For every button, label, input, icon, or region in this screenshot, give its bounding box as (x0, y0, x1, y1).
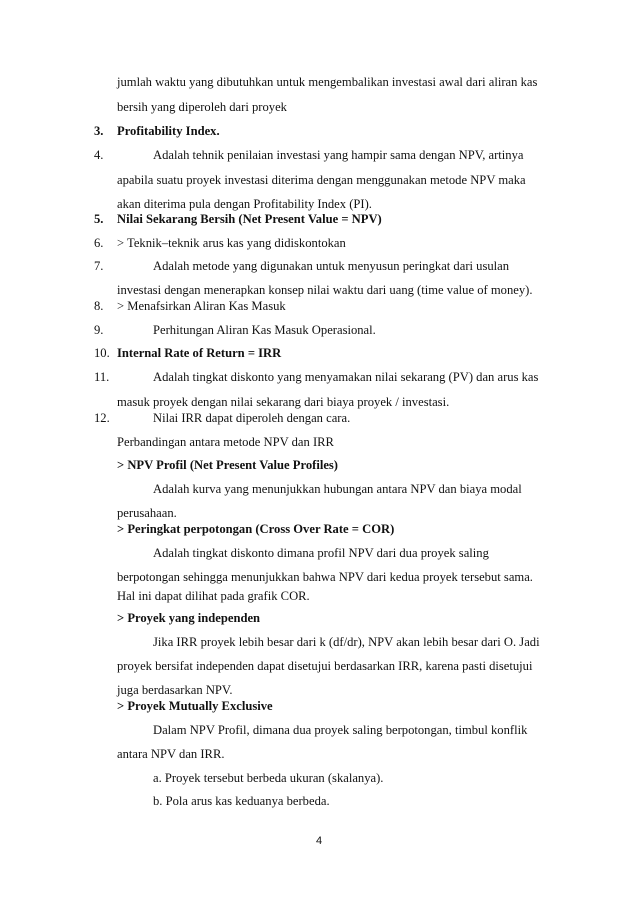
list-number: 7. (94, 259, 104, 273)
body-line: antara NPV dan IRR. (117, 747, 225, 761)
subsection-heading: > Proyek yang independen (117, 611, 261, 625)
body-line: berpotongan sehingga menunjukkan bahwa NPV dari kedua proyek tersebut sama. (117, 570, 533, 584)
body-line: Adalah tehnik penilaian investasi yang hampir sama dengan NPV, artinya (153, 148, 524, 162)
body-line: Perhitungan Aliran Kas Masuk Operasional. (153, 323, 376, 337)
page-number: 4 (315, 835, 323, 847)
body-line: proyek bersifat independen dapat disetujui berdasarkan IRR, karena pasti disetujui (117, 659, 533, 673)
subsection-heading: > Peringkat perpotongan (Cross Over Rate = COR) (117, 522, 395, 536)
list-number: 8. (94, 299, 104, 313)
list-item: a. Proyek tersebut berbeda ukuran (skalanya). (153, 771, 384, 785)
body-line: investasi dengan menerapkan konsep nilai waktu dari uang (time value of money). (117, 283, 533, 297)
list-number: 9. (94, 323, 104, 337)
list-number: 11. (94, 370, 110, 384)
body-line: Adalah tingkat diskonto dimana profil NPV dari dua proyek saling (153, 546, 489, 560)
body-line: bersih yang diperoleh dari proyek (117, 100, 287, 114)
section-heading: Internal Rate of Return = IRR (117, 346, 282, 360)
body-line: > Menafsirkan Aliran Kas Masuk (117, 299, 286, 313)
list-number: 4. (94, 148, 104, 162)
list-number: 3. (94, 124, 104, 138)
list-number: 12. (94, 411, 110, 425)
body-line: Dalam NPV Profil, dimana dua proyek saling berpotongan, timbul konflik (153, 723, 528, 737)
body-line: Hal ini dapat dilihat pada grafik COR. (117, 589, 310, 603)
subsection-heading: > Proyek Mutually Exclusive (117, 699, 273, 713)
body-line: Jika IRR proyek lebih besar dari k (df/dr), NPV akan lebih besar dari O. Jadi (153, 635, 540, 649)
body-line: masuk proyek dengan nilai sekarang dari biaya proyek / investasi. (117, 395, 450, 409)
body-line: juga berdasarkan NPV. (117, 683, 233, 697)
section-heading: Nilai Sekarang Bersih (Net Present Value = NPV) (117, 212, 382, 226)
subsection-heading: > NPV Profil (Net Present Value Profiles) (117, 458, 338, 472)
section-heading: Profitability Index. (117, 124, 220, 138)
body-line: Nilai IRR dapat diperoleh dengan cara. (153, 411, 351, 425)
list-number: 6. (94, 236, 104, 250)
body-line: Adalah metode yang digunakan untuk menyusun peringkat dari usulan (153, 259, 510, 273)
body-line: Adalah tingkat diskonto yang menyamakan nilai sekarang (PV) dan arus kas (153, 370, 539, 384)
body-line: apabila suatu proyek investasi diterima dengan menggunakan metode NPV maka (117, 173, 526, 187)
list-number: 10. (94, 346, 110, 360)
body-line: perusahaan. (117, 506, 177, 520)
list-number: 5. (94, 212, 104, 226)
list-item: b. Pola arus kas keduanya berbeda. (153, 794, 330, 808)
body-line: akan diterima pula dengan Profitability Index (PI). (117, 197, 372, 211)
body-line: jumlah waktu yang dibutuhkan untuk mengembalikan investasi awal dari aliran kas (117, 75, 538, 89)
body-line: > Teknik–teknik arus kas yang didiskontokan (117, 236, 346, 250)
body-line: Perbandingan antara metode NPV dan IRR (117, 435, 334, 449)
body-line: Adalah kurva yang menunjukkan hubungan antara NPV dan biaya modal (153, 482, 522, 496)
